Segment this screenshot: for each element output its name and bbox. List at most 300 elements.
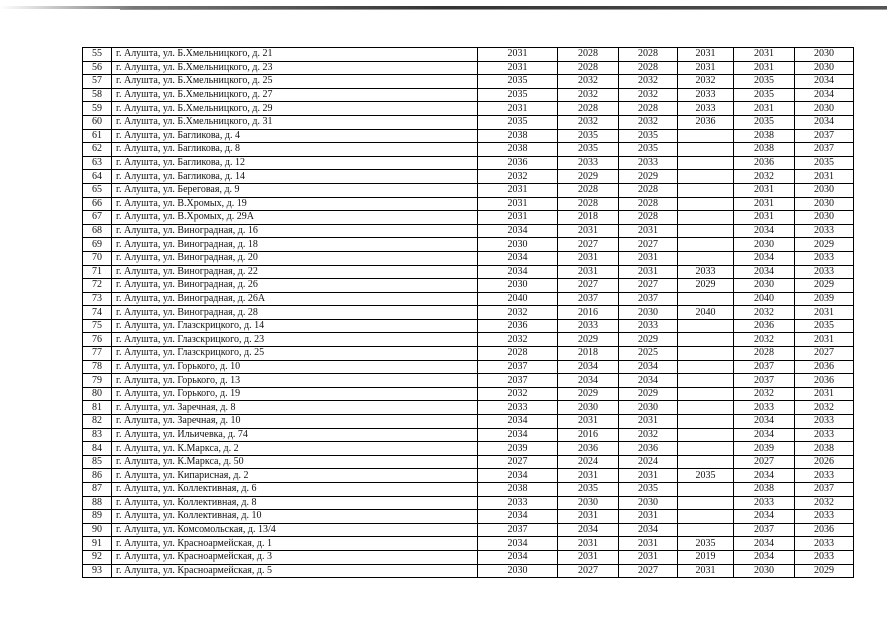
year-cell: 2031 (558, 469, 619, 483)
year-cell: 2033 (795, 415, 854, 429)
year-cell: 2037 (558, 292, 619, 306)
year-cell: 2031 (478, 211, 558, 225)
table-row (83, 415, 854, 429)
row-number: 90 (83, 523, 112, 537)
row-number: 58 (83, 88, 112, 102)
table-row (83, 88, 854, 102)
year-cell: 2034 (619, 360, 678, 374)
table-row (83, 143, 854, 157)
year-cell: 2036 (734, 319, 795, 333)
address-cell: г. Алушта, ул. Красноармейская, д. 3 (112, 550, 478, 564)
row-number: 67 (83, 211, 112, 225)
year-cell: 2029 (558, 170, 619, 184)
year-cell: 2031 (478, 183, 558, 197)
row-number: 81 (83, 401, 112, 415)
year-cell: 2034 (478, 251, 558, 265)
year-cell: 2035 (558, 129, 619, 143)
year-cell: 2033 (478, 496, 558, 510)
year-cell: 2032 (734, 306, 795, 320)
year-cell: 2037 (734, 374, 795, 388)
table-row (83, 360, 854, 374)
year-cell: 2035 (478, 115, 558, 129)
table-row (83, 550, 854, 564)
year-cell: 2032 (558, 88, 619, 102)
year-cell: 2038 (478, 483, 558, 497)
table-row (83, 61, 854, 75)
year-cell (678, 523, 734, 537)
year-cell: 2035 (678, 537, 734, 551)
year-cell (678, 483, 734, 497)
year-cell: 2018 (558, 347, 619, 361)
address-cell: г. Алушта, ул. Б.Хмельницкого, д. 25 (112, 75, 478, 89)
table-row (83, 170, 854, 184)
year-cell: 2034 (795, 88, 854, 102)
row-number: 75 (83, 319, 112, 333)
year-cell: 2034 (734, 469, 795, 483)
year-cell: 2034 (734, 428, 795, 442)
year-cell: 2039 (795, 292, 854, 306)
year-cell: 2033 (795, 469, 854, 483)
year-cell: 2034 (619, 374, 678, 388)
year-cell (678, 442, 734, 456)
row-number: 65 (83, 183, 112, 197)
row-number: 88 (83, 496, 112, 510)
year-cell: 2027 (558, 279, 619, 293)
address-cell: г. Алушта, ул. Глазскрицкого, д. 23 (112, 333, 478, 347)
year-cell: 2035 (734, 115, 795, 129)
year-cell: 2036 (619, 442, 678, 456)
year-cell: 2031 (619, 265, 678, 279)
table-row (83, 564, 854, 578)
year-cell (678, 238, 734, 252)
address-cell: г. Алушта, ул. Глазскрицкого, д. 25 (112, 347, 478, 361)
year-cell: 2034 (619, 523, 678, 537)
year-cell: 2033 (478, 401, 558, 415)
address-cell: г. Алушта, ул. В.Хромых, д. 29А (112, 211, 478, 225)
year-cell: 2032 (619, 75, 678, 89)
row-number: 57 (83, 75, 112, 89)
year-cell: 2028 (558, 183, 619, 197)
year-cell: 2036 (795, 360, 854, 374)
address-cell: г. Алушта, ул. Кипарисная, д. 2 (112, 469, 478, 483)
year-cell: 2035 (734, 75, 795, 89)
year-cell (678, 143, 734, 157)
year-cell: 2034 (478, 550, 558, 564)
year-cell: 2033 (619, 156, 678, 170)
year-cell: 2037 (478, 374, 558, 388)
address-cell: г. Алушта, ул. Виноградная, д. 16 (112, 224, 478, 238)
year-cell: 2032 (619, 88, 678, 102)
year-cell: 2036 (795, 523, 854, 537)
row-number: 85 (83, 455, 112, 469)
year-cell: 2029 (795, 279, 854, 293)
table-row (83, 224, 854, 238)
address-cell: г. Алушта, ул. Багликова, д. 4 (112, 129, 478, 143)
address-cell: г. Алушта, ул. Б.Хмельницкого, д. 21 (112, 48, 478, 62)
year-cell: 2032 (558, 75, 619, 89)
table-row (83, 510, 854, 524)
address-cell: г. Алушта, ул. Б.Хмельницкого, д. 23 (112, 61, 478, 75)
year-cell: 2032 (795, 496, 854, 510)
year-cell: 2038 (478, 129, 558, 143)
year-cell: 2033 (734, 401, 795, 415)
year-cell: 2033 (678, 265, 734, 279)
year-cell: 2036 (678, 115, 734, 129)
year-cell: 2035 (678, 469, 734, 483)
year-cell: 2018 (558, 211, 619, 225)
year-cell: 2037 (734, 360, 795, 374)
year-cell: 2016 (558, 306, 619, 320)
row-number: 80 (83, 387, 112, 401)
address-cell: г. Алушта, ул. В.Хромых, д. 19 (112, 197, 478, 211)
year-cell: 2029 (558, 333, 619, 347)
year-cell (678, 387, 734, 401)
table-row (83, 442, 854, 456)
row-number: 92 (83, 550, 112, 564)
year-cell: 2034 (478, 224, 558, 238)
table-row (83, 374, 854, 388)
year-cell: 2040 (734, 292, 795, 306)
address-cell: г. Алушта, ул. Красноармейская, д. 1 (112, 537, 478, 551)
year-cell: 2027 (478, 455, 558, 469)
table-row (83, 306, 854, 320)
year-cell: 2032 (478, 306, 558, 320)
year-cell: 2034 (734, 224, 795, 238)
year-cell: 2034 (795, 75, 854, 89)
row-number: 59 (83, 102, 112, 116)
year-cell: 2027 (558, 564, 619, 578)
row-number: 89 (83, 510, 112, 524)
year-cell: 2038 (734, 129, 795, 143)
year-cell (678, 170, 734, 184)
year-cell: 2031 (734, 61, 795, 75)
year-cell: 2031 (478, 197, 558, 211)
year-cell (678, 129, 734, 143)
row-number: 64 (83, 170, 112, 184)
year-cell: 2033 (795, 537, 854, 551)
year-cell: 2033 (678, 88, 734, 102)
year-cell: 2030 (558, 401, 619, 415)
year-cell: 2039 (734, 442, 795, 456)
year-cell: 2037 (795, 129, 854, 143)
table-row (83, 102, 854, 116)
year-cell (678, 319, 734, 333)
schedule-table (82, 47, 854, 578)
year-cell: 2036 (478, 319, 558, 333)
row-number: 56 (83, 61, 112, 75)
year-cell: 2016 (558, 428, 619, 442)
year-cell: 2031 (678, 564, 734, 578)
year-cell: 2031 (478, 102, 558, 116)
address-cell: г. Алушта, ул. Красноармейская, д. 5 (112, 564, 478, 578)
year-cell (678, 211, 734, 225)
year-cell: 2030 (619, 401, 678, 415)
year-cell: 2033 (558, 156, 619, 170)
address-cell: г. Алушта, ул. Виноградная, д. 18 (112, 238, 478, 252)
year-cell: 2031 (795, 306, 854, 320)
year-cell: 2027 (619, 238, 678, 252)
year-cell: 2030 (734, 564, 795, 578)
year-cell: 2035 (619, 143, 678, 157)
row-number: 60 (83, 115, 112, 129)
year-cell: 2031 (478, 48, 558, 62)
year-cell: 2032 (619, 115, 678, 129)
year-cell: 2031 (734, 48, 795, 62)
row-number: 79 (83, 374, 112, 388)
table-row (83, 387, 854, 401)
table-row (83, 319, 854, 333)
year-cell: 2031 (795, 333, 854, 347)
year-cell: 2035 (558, 143, 619, 157)
year-cell (678, 347, 734, 361)
table-row (83, 197, 854, 211)
year-cell: 2030 (795, 102, 854, 116)
year-cell: 2038 (478, 143, 558, 157)
year-cell: 2029 (558, 387, 619, 401)
year-cell: 2035 (795, 156, 854, 170)
year-cell: 2034 (734, 251, 795, 265)
year-cell: 2033 (795, 251, 854, 265)
year-cell: 2030 (734, 238, 795, 252)
year-cell: 2029 (795, 564, 854, 578)
year-cell: 2028 (619, 197, 678, 211)
year-cell: 2031 (795, 170, 854, 184)
year-cell: 2035 (478, 88, 558, 102)
year-cell: 2028 (478, 347, 558, 361)
address-cell: г. Алушта, ул. Виноградная, д. 28 (112, 306, 478, 320)
year-cell: 2033 (795, 550, 854, 564)
year-cell: 2032 (478, 387, 558, 401)
year-cell: 2031 (795, 387, 854, 401)
year-cell: 2034 (558, 360, 619, 374)
year-cell: 2032 (678, 75, 734, 89)
address-cell: г. Алушта, ул. К.Маркса, д. 50 (112, 455, 478, 469)
year-cell: 2031 (478, 61, 558, 75)
year-cell: 2034 (478, 265, 558, 279)
year-cell: 2032 (619, 428, 678, 442)
year-cell: 2028 (558, 48, 619, 62)
year-cell: 2031 (558, 550, 619, 564)
row-number: 62 (83, 143, 112, 157)
row-number: 76 (83, 333, 112, 347)
year-cell: 2025 (619, 347, 678, 361)
year-cell: 2027 (558, 238, 619, 252)
year-cell: 2031 (558, 251, 619, 265)
year-cell: 2030 (734, 279, 795, 293)
table-row (83, 129, 854, 143)
row-number: 87 (83, 483, 112, 497)
year-cell: 2037 (734, 523, 795, 537)
year-cell: 2029 (619, 170, 678, 184)
year-cell: 2037 (478, 523, 558, 537)
year-cell: 2028 (619, 102, 678, 116)
address-cell: г. Алушта, ул. Б.Хмельницкого, д. 31 (112, 115, 478, 129)
year-cell: 2033 (795, 428, 854, 442)
year-cell: 2038 (734, 483, 795, 497)
year-cell: 2033 (795, 265, 854, 279)
year-cell: 2029 (619, 387, 678, 401)
year-cell: 2031 (734, 183, 795, 197)
table-row (83, 347, 854, 361)
table-row (83, 469, 854, 483)
year-cell: 2035 (795, 319, 854, 333)
address-cell: г. Алушта, ул. Заречная, д. 8 (112, 401, 478, 415)
year-cell: 2031 (619, 469, 678, 483)
year-cell: 2034 (478, 510, 558, 524)
year-cell: 2028 (558, 197, 619, 211)
address-cell: г. Алушта, ул. Виноградная, д. 26А (112, 292, 478, 306)
year-cell: 2032 (478, 170, 558, 184)
year-cell: 2035 (734, 88, 795, 102)
table-row (83, 333, 854, 347)
address-cell: г. Алушта, ул. Виноградная, д. 20 (112, 251, 478, 265)
year-cell: 2019 (678, 550, 734, 564)
address-cell: г. Алушта, ул. Заречная, д. 10 (112, 415, 478, 429)
table-row (83, 211, 854, 225)
year-cell: 2031 (619, 510, 678, 524)
table-row (83, 48, 854, 62)
year-cell: 2036 (558, 442, 619, 456)
year-cell: 2031 (619, 550, 678, 564)
year-cell: 2028 (619, 48, 678, 62)
year-cell (678, 251, 734, 265)
year-cell: 2032 (734, 170, 795, 184)
year-cell: 2027 (619, 279, 678, 293)
row-number: 66 (83, 197, 112, 211)
year-cell: 2031 (619, 251, 678, 265)
year-cell (678, 197, 734, 211)
year-cell: 2034 (478, 415, 558, 429)
row-number: 86 (83, 469, 112, 483)
row-number: 83 (83, 428, 112, 442)
year-cell: 2027 (795, 347, 854, 361)
year-cell: 2034 (558, 374, 619, 388)
row-number: 93 (83, 564, 112, 578)
year-cell: 2031 (558, 415, 619, 429)
year-cell: 2032 (478, 333, 558, 347)
year-cell (678, 156, 734, 170)
year-cell: 2030 (795, 61, 854, 75)
table-row (83, 401, 854, 415)
address-cell: г. Алушта, ул. Горького, д. 19 (112, 387, 478, 401)
year-cell: 2035 (558, 483, 619, 497)
year-cell: 2032 (795, 401, 854, 415)
year-cell: 2031 (734, 102, 795, 116)
address-cell: г. Алушта, ул. Виноградная, д. 22 (112, 265, 478, 279)
row-number: 63 (83, 156, 112, 170)
year-cell: 2036 (795, 374, 854, 388)
year-cell: 2034 (734, 510, 795, 524)
year-cell: 2031 (558, 224, 619, 238)
address-cell: г. Алушта, ул. К.Маркса, д. 2 (112, 442, 478, 456)
year-cell: 2031 (619, 415, 678, 429)
year-cell (678, 333, 734, 347)
year-cell: 2028 (734, 347, 795, 361)
address-cell: г. Алушта, ул. Горького, д. 10 (112, 360, 478, 374)
row-number: 73 (83, 292, 112, 306)
year-cell: 2032 (558, 115, 619, 129)
year-cell: 2040 (478, 292, 558, 306)
year-cell: 2030 (795, 197, 854, 211)
year-cell: 2037 (795, 483, 854, 497)
row-number: 78 (83, 360, 112, 374)
year-cell: 2036 (734, 156, 795, 170)
table-row (83, 279, 854, 293)
year-cell (678, 510, 734, 524)
address-cell: г. Алушта, ул. Виноградная, д. 26 (112, 279, 478, 293)
year-cell: 2038 (734, 143, 795, 157)
year-cell: 2029 (678, 279, 734, 293)
year-cell: 2030 (795, 183, 854, 197)
year-cell: 2028 (619, 61, 678, 75)
row-number: 61 (83, 129, 112, 143)
year-cell: 2034 (734, 550, 795, 564)
year-cell: 2037 (619, 292, 678, 306)
table-row (83, 292, 854, 306)
year-cell: 2037 (795, 143, 854, 157)
year-cell: 2034 (478, 469, 558, 483)
row-number: 82 (83, 415, 112, 429)
year-cell: 2038 (795, 442, 854, 456)
year-cell (678, 360, 734, 374)
year-cell: 2031 (558, 265, 619, 279)
row-number: 84 (83, 442, 112, 456)
table-row (83, 115, 854, 129)
row-number: 70 (83, 251, 112, 265)
year-cell: 2031 (734, 211, 795, 225)
year-cell: 2034 (795, 115, 854, 129)
year-cell: 2028 (558, 102, 619, 116)
address-cell: г. Алушта, ул. Коллективная, д. 8 (112, 496, 478, 510)
address-cell: г. Алушта, ул. Ильичевка, д. 74 (112, 428, 478, 442)
year-cell: 2032 (734, 387, 795, 401)
address-cell: г. Алушта, ул. Багликова, д. 14 (112, 170, 478, 184)
address-cell: г. Алушта, ул. Багликова, д. 12 (112, 156, 478, 170)
year-cell: 2035 (619, 483, 678, 497)
year-cell: 2033 (795, 510, 854, 524)
year-cell: 2034 (734, 537, 795, 551)
row-number: 77 (83, 347, 112, 361)
table-row (83, 251, 854, 265)
row-number: 69 (83, 238, 112, 252)
address-cell: г. Алушта, ул. Коллективная, д. 10 (112, 510, 478, 524)
table-row (83, 265, 854, 279)
year-cell (678, 401, 734, 415)
row-number: 74 (83, 306, 112, 320)
year-cell: 2033 (734, 496, 795, 510)
year-cell: 2036 (478, 156, 558, 170)
table-row (83, 156, 854, 170)
year-cell: 2030 (478, 238, 558, 252)
address-cell: г. Алушта, ул. Горького, д. 13 (112, 374, 478, 388)
table-row (83, 483, 854, 497)
year-cell: 2024 (619, 455, 678, 469)
table-row (83, 523, 854, 537)
year-cell: 2030 (558, 496, 619, 510)
year-cell: 2034 (478, 428, 558, 442)
year-cell: 2033 (619, 319, 678, 333)
address-cell: г. Алушта, ул. Коллективная, д. 6 (112, 483, 478, 497)
row-number: 91 (83, 537, 112, 551)
year-cell: 2030 (478, 279, 558, 293)
year-cell: 2030 (478, 564, 558, 578)
year-cell: 2033 (795, 224, 854, 238)
year-cell: 2030 (619, 306, 678, 320)
year-cell: 2031 (678, 48, 734, 62)
year-cell (678, 292, 734, 306)
year-cell: 2031 (619, 224, 678, 238)
address-cell: г. Алушта, ул. Береговая, д. 9 (112, 183, 478, 197)
